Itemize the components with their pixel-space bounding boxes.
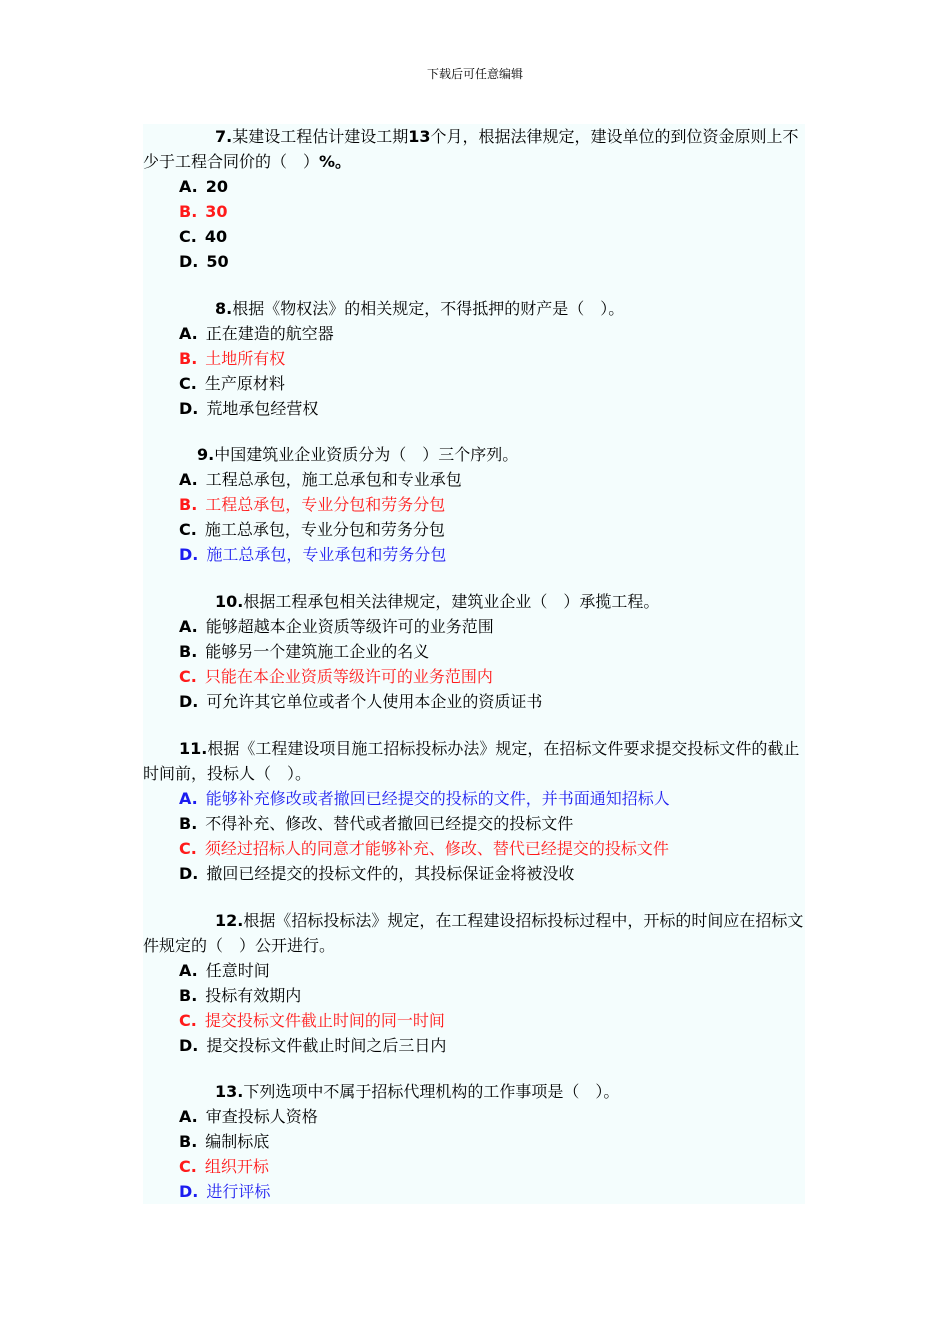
option-letter: D.	[179, 864, 199, 883]
option-letter: D.	[179, 692, 199, 711]
option-letter: B.	[179, 349, 198, 368]
stem-text: 根据工程承包相关法律规定，建筑业企业（ ）承揽工程。	[243, 592, 660, 611]
option-text: 提交投标文件截止时间之后三日内	[206, 1036, 447, 1055]
option-a[interactable]	[143, 174, 805, 199]
option-letter: A.	[179, 789, 198, 808]
option-text: 40	[204, 227, 228, 246]
option-letter: C.	[179, 520, 197, 539]
option-letter: B.	[179, 202, 198, 221]
option-letter: B.	[179, 642, 198, 661]
option-letter: D.	[179, 1036, 199, 1055]
option-b[interactable]	[143, 1129, 805, 1154]
option-text: 任意时间	[205, 961, 270, 980]
option-letter: A.	[179, 324, 198, 343]
option-letter: A.	[179, 177, 198, 196]
option-text: 不得补充、修改、替代或者撤回已经提交的投标文件	[205, 814, 574, 833]
option-text: 施工总承包，专业分包和劳务分包	[204, 520, 445, 539]
option-c[interactable]	[143, 517, 805, 542]
question-9	[143, 442, 805, 567]
stem-text: 个月，根据法律规定，建设单位的到位资金原则上不少于工程合同价的（ ）	[143, 127, 799, 171]
question-number: 12.	[215, 911, 244, 930]
option-text: 撤回已经提交的投标文件的，其投标保证金将被没收	[206, 864, 575, 883]
option-b[interactable]	[143, 811, 805, 836]
option-text: 投标有效期内	[205, 986, 302, 1005]
question-number: 10.	[215, 592, 244, 611]
option-letter: C.	[179, 1011, 197, 1030]
option-c[interactable]	[143, 371, 805, 396]
option-letter: A.	[179, 470, 198, 489]
option-text: 工程总承包，专业分包和劳务分包	[205, 495, 446, 514]
stem-text: 某建设工程估计建设工期	[232, 127, 409, 146]
option-d[interactable]	[143, 861, 805, 886]
option-d[interactable]	[143, 542, 805, 567]
question-stem	[143, 589, 805, 614]
option-text: 进行评标	[206, 1182, 271, 1201]
option-letter: C.	[179, 839, 197, 858]
option-c[interactable]	[143, 1008, 805, 1033]
option-letter: B.	[179, 814, 198, 833]
question-number: 11.	[179, 739, 208, 758]
option-letter: B.	[179, 986, 198, 1005]
option-a[interactable]	[143, 958, 805, 983]
option-text: 生产原材料	[204, 374, 285, 393]
option-c[interactable]	[143, 664, 805, 689]
option-text: 编制标底	[205, 1132, 270, 1151]
stem-text: 根据《工程建设项目施工招标投标办法》规定，在招标文件要求提交投标文件的截止时间前，投标人（ ）。	[143, 739, 800, 783]
question-8	[143, 296, 805, 421]
question-11	[143, 736, 805, 886]
option-letter: C.	[179, 374, 197, 393]
option-text: 审查投标人资格	[205, 1107, 318, 1126]
option-text: 工程总承包，施工总承包和专业承包	[205, 470, 462, 489]
option-text: 20	[205, 177, 229, 196]
option-b[interactable]	[143, 983, 805, 1008]
option-letter: D.	[179, 399, 199, 418]
stem-text: 根据《物权法》的相关规定，不得抵押的财产是（ ）。	[232, 299, 625, 318]
option-c[interactable]	[143, 224, 805, 249]
option-letter: A.	[179, 961, 198, 980]
question-stem	[143, 1079, 805, 1104]
option-letter: B.	[179, 495, 198, 514]
option-text: 正在建造的航空器	[205, 324, 334, 343]
option-b[interactable]	[143, 492, 805, 517]
option-letter: A.	[179, 617, 198, 636]
option-b[interactable]	[143, 639, 805, 664]
page-header: 下载后可任意编辑	[426, 67, 523, 81]
stem-text: 根据《招标投标法》规定，在工程建设招标投标过程中，开标的时间应在招标文件规定的（ ）公开进行。	[143, 911, 804, 955]
option-b[interactable]	[143, 199, 805, 224]
question-10	[143, 589, 805, 714]
option-a[interactable]	[143, 614, 805, 639]
option-letter: C.	[179, 667, 197, 686]
option-letter: A.	[179, 1107, 198, 1126]
stem-tail: %。	[319, 152, 352, 171]
option-letter: D.	[179, 545, 199, 564]
question-number: 7.	[215, 127, 233, 146]
option-letter: D.	[179, 252, 199, 271]
option-d[interactable]	[143, 689, 805, 714]
question-stem	[143, 736, 805, 786]
option-text: 30	[205, 202, 228, 221]
option-d[interactable]	[143, 249, 805, 274]
stem-text: 下列选项中不属于招标代理机构的工作事项是（ ）。	[243, 1082, 620, 1101]
stem-number: 13	[408, 127, 431, 146]
option-c[interactable]	[143, 1154, 805, 1179]
question-stem	[143, 296, 805, 321]
option-text: 施工总承包，专业承包和劳务分包	[206, 545, 447, 564]
option-text: 荒地承包经营权	[206, 399, 319, 418]
option-text: 50	[206, 252, 229, 271]
question-panel	[143, 124, 805, 1204]
option-a[interactable]	[143, 1104, 805, 1129]
option-text: 可允许其它单位或者个人使用本企业的资质证书	[206, 692, 543, 711]
option-text: 土地所有权	[205, 349, 286, 368]
option-letter: D.	[179, 1182, 199, 1201]
question-13	[143, 1079, 805, 1204]
option-a[interactable]	[143, 321, 805, 346]
option-d[interactable]	[143, 1179, 805, 1204]
option-c[interactable]	[143, 836, 805, 861]
option-text: 能够超越本企业资质等级许可的业务范围	[205, 617, 494, 636]
option-letter: B.	[179, 1132, 198, 1151]
option-text: 须经过招标人的同意才能够补充、修改、替代已经提交的投标文件	[204, 839, 669, 858]
option-d[interactable]	[143, 1033, 805, 1058]
question-stem	[143, 124, 805, 174]
option-text: 能够另一个建筑施工企业的名义	[205, 642, 430, 661]
option-letter: C.	[179, 227, 197, 246]
option-a[interactable]	[143, 467, 805, 492]
option-letter: C.	[179, 1157, 197, 1176]
question-number: 13.	[215, 1082, 244, 1101]
question-stem	[143, 908, 805, 958]
option-b[interactable]	[143, 346, 805, 371]
option-text: 组织开标	[204, 1157, 269, 1176]
question-number: 8.	[215, 299, 233, 318]
option-text: 只能在本企业资质等级许可的业务范围内	[204, 667, 493, 686]
option-d[interactable]	[143, 396, 805, 421]
option-a[interactable]	[143, 786, 805, 811]
question-7	[143, 124, 805, 274]
option-text: 能够补充修改或者撤回已经提交的投标的文件，并书面通知招标人	[205, 789, 670, 808]
question-stem	[143, 442, 805, 467]
option-text: 提交投标文件截止时间的同一时间	[204, 1011, 445, 1030]
question-12	[143, 908, 805, 1058]
question-number: 9.	[197, 445, 215, 464]
stem-text: 中国建筑业企业资质分为（ ）三个序列。	[214, 445, 519, 464]
